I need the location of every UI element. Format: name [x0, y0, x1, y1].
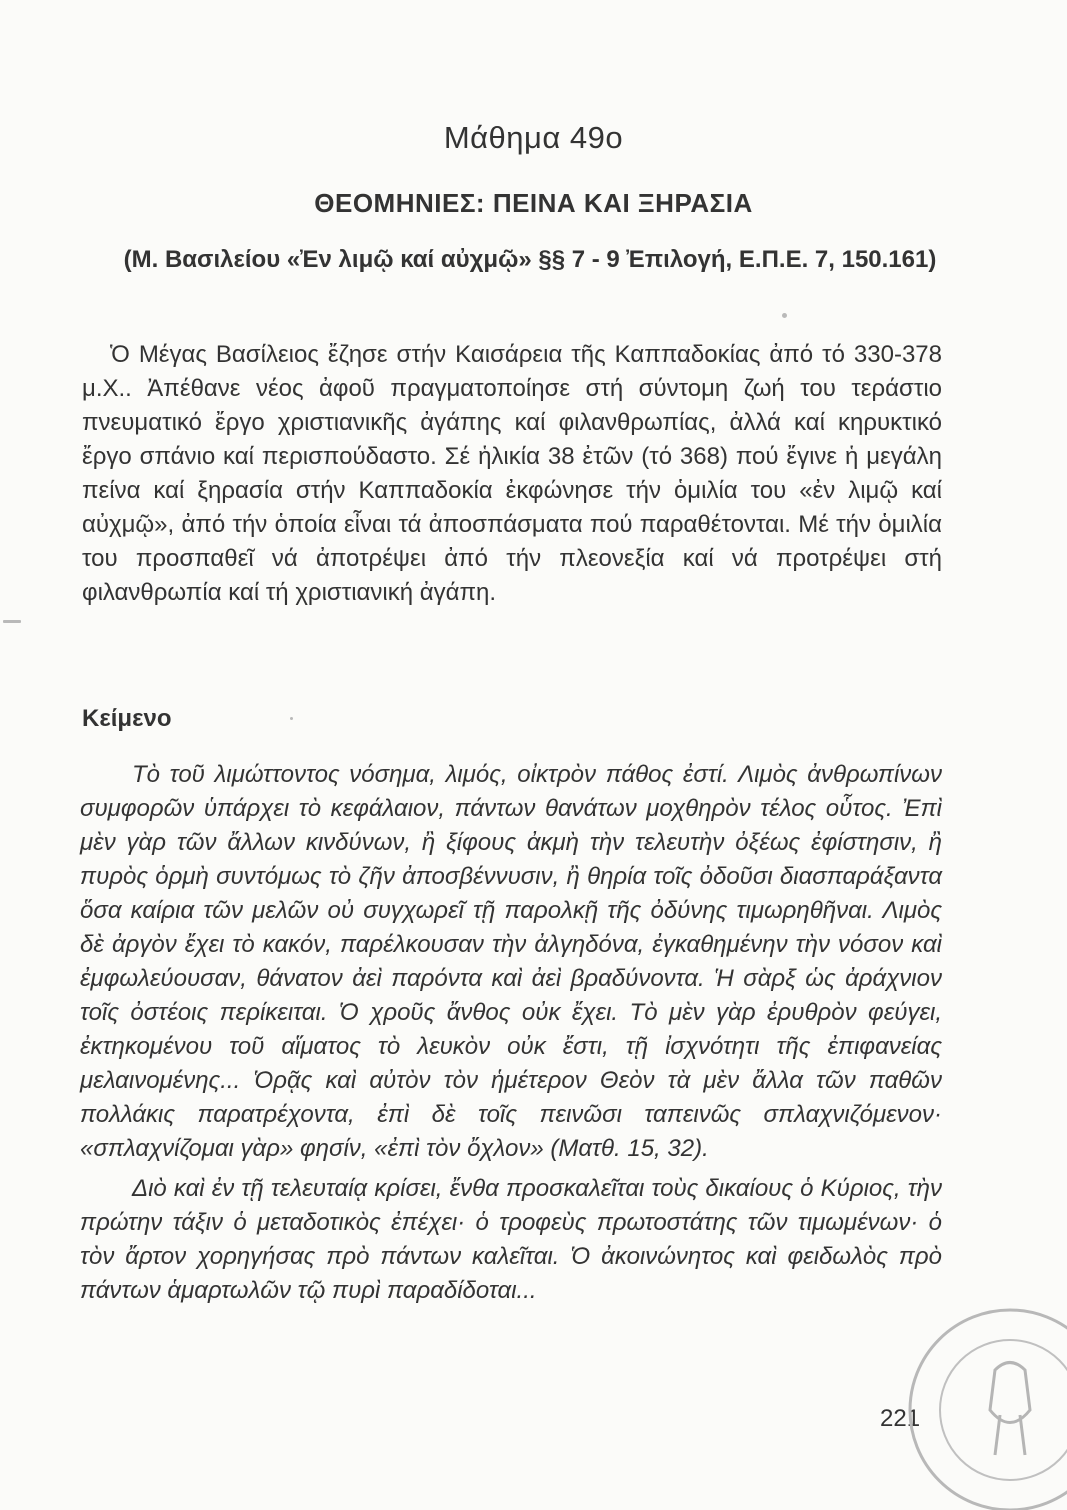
- page-number: 221: [880, 1405, 921, 1432]
- scan-mark: [3, 620, 21, 623]
- ancient-text: [80, 758, 942, 1314]
- text-paragraph: Διὸ καὶ ἐν τῇ τελευταίᾳ κρίσει, ἔνθα προσκαλεῖται τοὺς δικαίους ὁ Κύριος, τὴν πρώτην τάξιν ὁ μεταδοτικὸς ἐπέχει· ὁ τροφεὺς πρωτοστάτης τῶν τιμωμένων· ὁ τὸν ἄρτον χορηγήσας πρὸ πάντων καλεῖται. Ὁ ἀκοινώνητος καὶ φειδωλὸς πρὸ πάντων ἁμαρτωλῶν τῷ πυρὶ παραδίδοται...: [80, 1175, 942, 1304]
- source-reference: (Μ. Βασιλείου «Ἐν λιμῷ καί αὐχμῷ» §§ 7 - 9 Ἐπιλογή, Ε.Π.Ε. 7, 150.161): [123, 246, 937, 273]
- library-stamp-icon: [890, 1290, 1067, 1510]
- section-heading: Κείμενο: [82, 705, 172, 732]
- lesson-title: Μάθημα 49ο: [443, 120, 624, 155]
- text-paragraph: Τὸ τοῦ λιμώττοντος νόσημα, λιμός, οἰκτρὸν πάθος ἐστί. Λιμὸς ἀνθρωπίνων συμφορῶν ὑπάρχει τὸ κεφάλαιον, πάντων θανάτων μοχθηρὸν τέλος οὗτος. Ἐπὶ μὲν γὰρ τῶν ἄλλων κινδύνων, ἢ ξίφους ἀκμὴ τὴν τελευτὴν ὀξέως ἐφίστησιν, ἢ πυρὸς ὁρμὴ συντόμως τὸ ζῆν ἀποσβέννυσιν, ἢ θηρία τοῖς ὀδοῦσι διασπαράξαντα ὅσα καίρια τῶν μελῶν οὐ συγχωρεῖ τῇ παρολκῇ τῆς ὀδύνης τιμωρηθῆναι. Λιμὸς δὲ ἀργὸν ἔχει τὸ κακόν, παρέλκουσαν τὴν ἀλγηδόνα, ἐγκαθημένην τὴν νόσον καὶ ἐμφωλεύουσαν, θάνατον ἀεὶ παρόντα καὶ ἀεὶ βραδύνοντα. Ἡ σὰρξ ὡς ἀράχνιον τοῖς ὀστέοις περίκειται. Ὁ χροῦς ἄνθος οὐκ ἔχει. Τὸ μὲν γὰρ ἐρυθρὸν φεύγει, ἐκτηκομένου τοῦ αἵματος τὸ λευκὸν οὐκ ἔστι, τῇ ἰσχνότητι τῆς ἐπιφανείας μελαινομένης... Ὁρᾷς καὶ αὐτὸν τὸν ἡμέτερον Θεὸν τὰ μὲν ἄλλα τῶν παθῶν πολλάκις παρατρέχοντα, ἐπὶ δὲ τοῖς πεινῶσι ταπεινῶς σπλαχνιζόμενον· «σπλαχνίζομαι γὰρ» φησίν, «ἐπὶ τὸν ὄχλον» (Ματθ. 15, 32).: [80, 761, 942, 1162]
- scan-speck: [290, 717, 293, 720]
- intro-section: [82, 338, 942, 610]
- intro-paragraph: Ὁ Μέγας Βασίλειος ἔζησε στήν Καισάρεια τῆς Καππαδοκίας ἀπό τό 330-378 μ.Χ.. Ἀπέθανε νέος ἀφοῦ πραγματοποίησε στή σύντομη ζωή του τεράστιο πνευματικό ἔργο χριστιανικῆς ἀγάπης καί φιλανθρωπίας, ἀλλά καί κηρυκτικό ἔργο σπάνιο καί περισπούδαστο. Σέ ἡλικία 38 ἐτῶν (τό 368) πού ἔγινε ἡ μεγάλη πείνα καί ξηρασία στήν Καππαδοκία ἐκφώνησε τήν ὁμιλία του «ἐν λιμῷ καί αὐχμῷ», ἀπό τήν ὁποία εἶναι τά ἀποσπάσματα πού παραθέτονται. Μέ τήν ὁμιλία του προσπαθεῖ νά ἀποτρέψει ἀπό τήν πλεονεξία καί νά προτρέψει στή φιλανθρωπία καί τή χριστιανική ἀγάπη.: [82, 341, 942, 606]
- main-title: ΘΕΟΜΗΝΙΕΣ: ΠΕΙΝΑ ΚΑΙ ΞΗΡΑΣΙΑ: [314, 188, 753, 218]
- scan-speck: [782, 313, 787, 318]
